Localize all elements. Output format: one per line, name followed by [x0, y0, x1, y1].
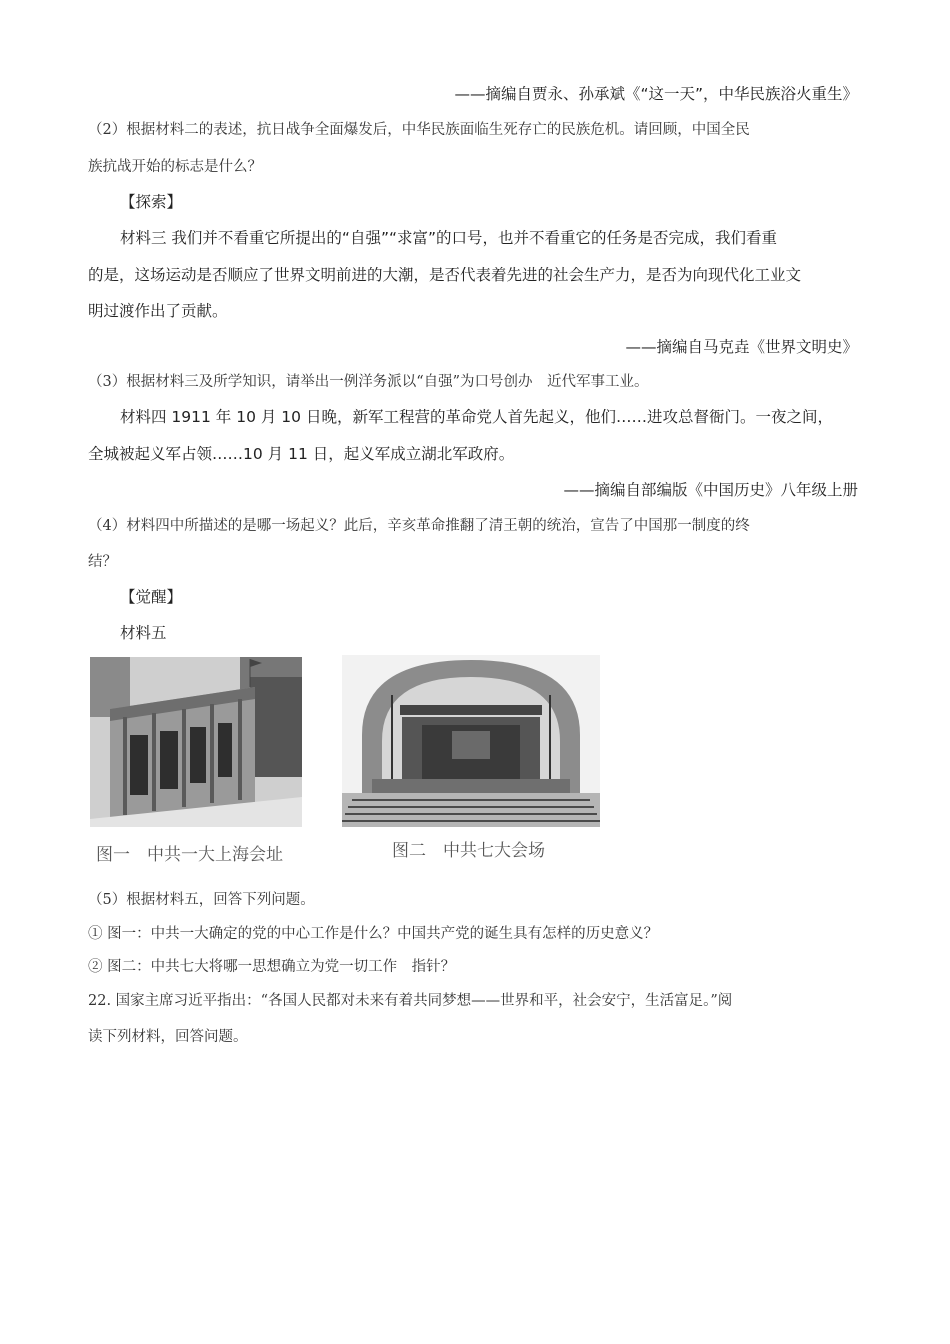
question-4-line-1: （4）材料四中所描述的是哪一场起义？此后，辛亥革命推翻了清王朝的统治，宣告了中国那一制度的终 — [88, 518, 750, 534]
material-4-line-2: 全城被起义军占领……10 月 11 日，起义军成立湖北军政府。 — [88, 445, 515, 463]
question-4-line-2: 结？ — [88, 554, 117, 570]
section-heading-awaken: 【觉醒】 — [120, 588, 183, 606]
section-heading-explore: 【探索】 — [120, 193, 183, 211]
question-5-sub-1: ① 图一：中共一大确定的党的中心工作是什么？中国共产党的诞生具有怎样的历史意义？ — [88, 926, 659, 942]
question-5-sub-2: ② 图二：中共七大将哪一思想确立为党一切工作 指针？ — [88, 959, 456, 975]
figure-1-caption: 图一 中共一大上海会址 — [96, 845, 283, 865]
source-citation-3: ——摘编自马克垚《世界文明史》 — [625, 338, 858, 356]
question-22-line-1: 22. 国家主席习近平指出：“各国人民都对未来有着共同梦想——世界和平，社会安宁，生活富足。”阅 — [88, 993, 733, 1009]
material-3-line-1: 材料三 我们并不看重它所提出的“自强”“求富”的口号，也并不看重它的任务是否完成，我们看重 — [120, 229, 778, 247]
material-3-line-3: 明过渡作出了贡献。 — [88, 302, 228, 320]
source-citation-1: ——摘编自贾永、孙承斌《“这一天”，中华民族浴火重生》 — [454, 85, 858, 103]
question-3: （3）根据材料三及所学知识，请举出一例洋务派以“自强”为口号创办 近代军事工业。 — [88, 374, 649, 390]
question-2-line-1: （2）根据材料二的表述，抗日战争全面爆发后，中华民族面临生死存亡的民族危机。请回顾，中国全民 — [88, 122, 750, 138]
question-2-line-2: 族抗战开始的标志是什么？ — [88, 159, 262, 175]
material-3-line-2: 的是，这场运动是否顺应了世界文明前进的大潮，是否代表着先进的社会生产力，是否为向现代化工业文 — [88, 266, 802, 284]
assembly-hall-photo-image — [342, 655, 600, 827]
question-22-line-2: 读下列材料，回答问题。 — [88, 1029, 248, 1045]
material-5-label: 材料五 — [120, 624, 167, 642]
figure-2-caption: 图二 中共七大会场 — [392, 841, 545, 861]
figure-1-photo — [90, 657, 302, 827]
question-5-intro: （5）根据材料五，回答下列问题。 — [88, 892, 315, 908]
material-4-line-1: 材料四 1911 年 10 月 10 日晚，新军工程营的革命党人首先起义，他们……进攻总督衙门。一夜之间， — [120, 408, 833, 426]
building-photo-image — [90, 657, 302, 827]
source-citation-4: ——摘编自部编版《中国历史》八年级上册 — [563, 481, 858, 499]
figure-2-photo — [342, 655, 600, 827]
